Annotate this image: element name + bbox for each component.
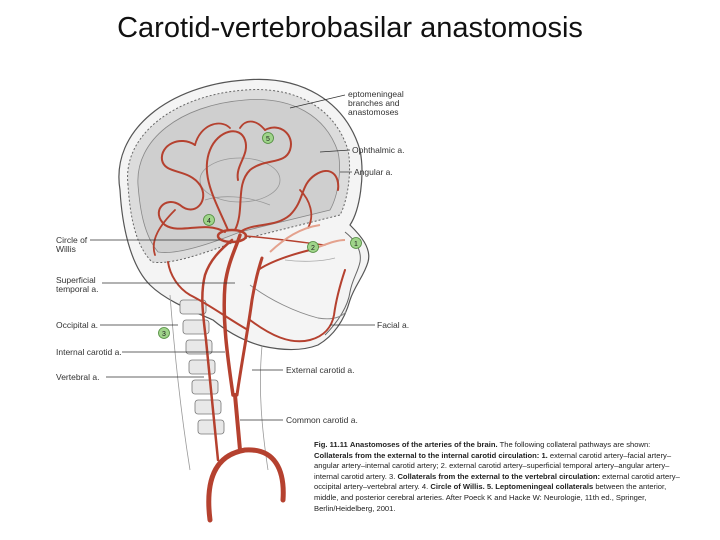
label-ophthalmic: Ophthalmic a. [352, 145, 405, 155]
label-circle-of-willis-line-2: Willis [56, 244, 76, 254]
caption-part1-text: external carotid artery–facial artery–angular artery–internal carotid artery; 2. external carotid artery–superficial temporal artery–angular artery–internal carotid artery. 3. [314, 450, 672, 481]
caption-intro: The following collateral pathways are shown: [499, 440, 651, 449]
marker-3-label: 3 [162, 331, 166, 338]
caption-part1-title: Collaterals from the external to the internal carotid circulation: 1. [314, 450, 548, 460]
label-circle-of-willis [56, 236, 87, 254]
label-angular: Angular a. [354, 167, 393, 177]
slide-title: Carotid-vertebrobasilar anastomosis [117, 12, 583, 44]
figure-caption [314, 440, 686, 514]
marker-1-label: 1 [354, 241, 358, 248]
label-facial: Facial a. [377, 320, 410, 330]
label-superficial-temporal [56, 276, 99, 294]
label-superficial-temporal-line-1: Superficial [56, 275, 96, 285]
label-leptomeningeal [348, 90, 404, 117]
marker-2-label: 2 [311, 245, 315, 252]
label-circle-of-willis-line-1: Circle of [56, 235, 88, 245]
caption-part3-title: Circle of Willis. 5. Leptomeningeal collaterals [430, 482, 594, 492]
label-superficial-temporal-line-2: temporal a. [56, 284, 99, 294]
label-occipital: Occipital a. [56, 320, 99, 330]
label-common-carotid: Common carotid a. [286, 415, 358, 425]
marker-2 [308, 242, 319, 253]
caption-heading: Anastomoses of the arteries of the brain. [349, 440, 498, 449]
label-leptomeningeal-line-3: anastomoses [348, 107, 399, 117]
label-internal-carotid: Internal carotid a. [56, 347, 122, 357]
marker-1 [351, 238, 362, 249]
marker-4-label: 4 [207, 218, 211, 225]
label-vertebral: Vertebral a. [56, 372, 100, 382]
label-leptomeningeal-line-2: branches and [348, 98, 400, 108]
caption-part2-text: external carotid artery–occipital artery–vertebral artery. 4. [314, 471, 680, 492]
caption-part3-text: between the anterior, middle, and posterior cerebral arteries. After Poeck K and Hacke W: Neurologie, 11th ed., Springer, Berlin/Heidelberg, 2001. [314, 482, 667, 513]
marker-4 [204, 215, 215, 226]
caption-fig-label: Fig. 11.11 [314, 440, 348, 449]
skull-outline [119, 79, 369, 349]
marker-5-label: 5 [266, 136, 270, 143]
marker-3 [159, 328, 170, 339]
label-external-carotid: External carotid a. [286, 365, 355, 375]
caption-part2-title: Collaterals from the external to the vertebral circulation: [397, 471, 601, 481]
label-leptomeningeal-line-1: eptomeningeal [348, 89, 404, 99]
marker-5 [263, 133, 274, 144]
